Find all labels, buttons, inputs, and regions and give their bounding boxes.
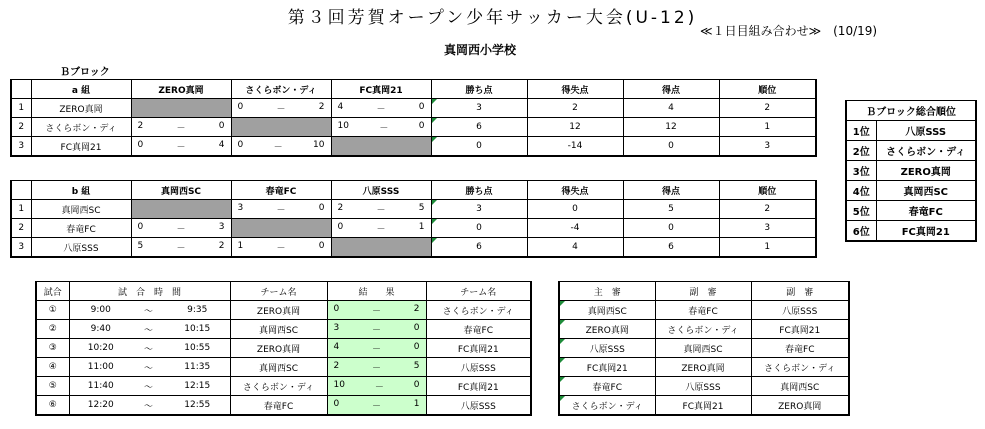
group-header-cell: FC真岡21: [331, 80, 431, 99]
score-value: 2: [333, 360, 340, 371]
schedule-row: [36, 339, 531, 358]
rank-position: 6位: [846, 221, 876, 242]
time-tilde: ～: [132, 301, 165, 320]
score-dash: －: [276, 243, 286, 254]
score-value: 1: [413, 398, 420, 409]
rank-cell: 3: [719, 137, 816, 157]
group-header-cell: [11, 80, 31, 99]
referee-cell: 春竜FC: [559, 377, 655, 396]
team2-name: FC真岡21: [426, 377, 531, 396]
referee-cell: 真岡西SC: [655, 339, 751, 358]
referee-cell: FC真岡21: [751, 320, 849, 339]
referee-cell: さくらボン・ディ: [655, 320, 751, 339]
match-number: ⑤: [36, 377, 69, 396]
match-number: ②: [36, 320, 69, 339]
score-value: 0: [137, 139, 144, 150]
group-row: [11, 137, 816, 157]
rank-cell: 2: [719, 99, 816, 118]
start-time: 10:20: [69, 339, 132, 358]
points-cell: 0: [431, 137, 527, 157]
score-value: 5: [137, 240, 144, 251]
referee-cell: 真岡西SC: [559, 301, 655, 320]
block-label: Ｂブロック: [60, 67, 110, 78]
rank-row: [846, 121, 976, 141]
score-value: 0: [413, 379, 420, 390]
score-dash: －: [379, 123, 389, 134]
rank-row: [846, 161, 976, 181]
result-cell: [131, 219, 231, 238]
group-header-cell: 春竜FC: [231, 181, 331, 200]
score-value: 3: [218, 221, 225, 232]
schedule-header-team2: チーム名: [426, 282, 531, 301]
referee-cell: 真岡西SC: [751, 377, 849, 396]
score-dash: －: [372, 344, 382, 355]
match-number: ①: [36, 301, 69, 320]
group-header-cell: b 組: [31, 181, 131, 200]
result-cell: [131, 118, 231, 137]
goals-for-cell: 0: [623, 219, 719, 238]
score-value: 0: [413, 341, 420, 352]
score-dash: －: [372, 401, 382, 412]
score-dash: －: [176, 243, 186, 254]
rank-team: 八原SSS: [876, 121, 976, 141]
goals-for-cell: 5: [623, 200, 719, 219]
referee-header-cell: 副 審: [751, 282, 849, 301]
referee-cell: さくらボン・ディ: [559, 396, 655, 416]
score-value: 0: [218, 120, 225, 131]
row-number: 3: [11, 238, 31, 258]
team-name: さくらボン・ディ: [31, 118, 131, 137]
row-number: 2: [11, 219, 31, 238]
end-time: 12:55: [165, 396, 230, 416]
rank-row: [846, 221, 976, 242]
team1-name: 真岡西SC: [230, 358, 327, 377]
rank-row: [846, 181, 976, 201]
score-dash: －: [176, 123, 186, 134]
venue-label: 真岡西小学校: [443, 43, 516, 57]
points-cell: 6: [431, 238, 527, 258]
schedule-row: [36, 358, 531, 377]
score-value: 2: [413, 303, 420, 314]
score-dash: －: [376, 224, 386, 235]
time-tilde: ～: [132, 358, 165, 377]
referee-row: [559, 358, 849, 377]
group-header-cell: 順位: [719, 181, 816, 200]
schedule-row: [36, 320, 531, 339]
referee-row: [559, 396, 849, 416]
score-value: 2: [218, 240, 225, 251]
team1-name: 春竜FC: [230, 396, 327, 416]
referee-cell: さくらボン・ディ: [751, 358, 849, 377]
rank-header: Ｂブロック総合順位: [846, 101, 976, 121]
team-name: ZERO真岡: [31, 99, 131, 118]
result-cell: [231, 118, 331, 137]
group-row: [11, 99, 816, 118]
page-title: 第３回芳賀オープン少年サッカー大会(U-12): [287, 8, 698, 28]
referee-cell: 春竜FC: [655, 301, 751, 320]
score-dash: －: [374, 382, 384, 393]
result-cell: [331, 118, 431, 137]
schedule-row: [36, 377, 531, 396]
team1-name: ZERO真岡: [230, 301, 327, 320]
result-cell: [331, 219, 431, 238]
result-cell: [231, 238, 331, 258]
schedule-header-team1: チーム名: [230, 282, 327, 301]
score-value: 1: [418, 221, 425, 232]
rank-row: [846, 141, 976, 161]
team-name: 八原SSS: [31, 238, 131, 258]
goals-for-cell: 0: [623, 137, 719, 157]
score-value: 3: [237, 202, 244, 213]
points-cell: 3: [431, 99, 527, 118]
rank-team: 真岡西SC: [876, 181, 976, 201]
schedule-row: [36, 396, 531, 416]
group-header-cell: 真岡西SC: [131, 181, 231, 200]
referee-row: [559, 301, 849, 320]
schedule-header-result: 結 果: [327, 282, 426, 301]
score-value: 0: [333, 398, 340, 409]
score-dash: －: [376, 205, 386, 216]
result-cell: [131, 99, 231, 118]
match-number: ③: [36, 339, 69, 358]
score-dash: －: [176, 142, 186, 153]
team2-name: 八原SSS: [426, 358, 531, 377]
match-result: [327, 377, 426, 396]
rank-position: 4位: [846, 181, 876, 201]
rank-cell: 1: [719, 238, 816, 258]
goals-for-cell: 6: [623, 238, 719, 258]
result-cell: [231, 99, 331, 118]
score-dash: －: [372, 325, 382, 336]
row-number: 1: [11, 99, 31, 118]
time-tilde: ～: [132, 320, 165, 339]
goal-diff-cell: 12: [527, 118, 623, 137]
referee-row: [559, 377, 849, 396]
rank-team: さくらボン・ディ: [876, 141, 976, 161]
group-header-cell: 得点: [623, 80, 719, 99]
goals-for-cell: 4: [623, 99, 719, 118]
team1-name: さくらボン・ディ: [230, 377, 327, 396]
rank-position: 1位: [846, 121, 876, 141]
end-time: 11:35: [165, 358, 230, 377]
match-result: [327, 301, 426, 320]
rank-position: 5位: [846, 201, 876, 221]
group-header-cell: 勝ち点: [431, 181, 527, 200]
time-tilde: ～: [132, 396, 165, 416]
time-tilde: ～: [132, 339, 165, 358]
score-value: 2: [137, 120, 144, 131]
time-tilde: ～: [132, 377, 165, 396]
end-time: 9:35: [165, 301, 230, 320]
result-cell: [331, 99, 431, 118]
group-header-cell: 得失点: [527, 80, 623, 99]
result-cell: [231, 137, 331, 157]
score-dash: －: [372, 363, 382, 374]
start-time: 11:40: [69, 377, 132, 396]
score-value: 0: [318, 240, 325, 251]
referee-row: [559, 320, 849, 339]
overall-rank-table: [845, 100, 977, 242]
team-name: 春竜FC: [31, 219, 131, 238]
referee-header-cell: 副 審: [655, 282, 751, 301]
match-result: [327, 396, 426, 416]
score-value: 4: [218, 139, 225, 150]
result-cell: [131, 200, 231, 219]
schedule-table: [35, 281, 532, 416]
referee-cell: ZERO真岡: [559, 320, 655, 339]
score-dash: －: [276, 205, 286, 216]
group-a-table: [10, 79, 817, 157]
result-cell: [331, 200, 431, 219]
group-header-cell: 勝ち点: [431, 80, 527, 99]
score-value: 3: [333, 322, 340, 333]
start-time: 12:20: [69, 396, 132, 416]
rank-cell: 2: [719, 200, 816, 219]
score-value: 5: [418, 202, 425, 213]
rank-position: 2位: [846, 141, 876, 161]
result-cell: [231, 200, 331, 219]
match-number: ④: [36, 358, 69, 377]
result-cell: [331, 137, 431, 157]
score-value: 0: [318, 202, 325, 213]
referee-cell: ZERO真岡: [655, 358, 751, 377]
score-dash: －: [273, 142, 283, 153]
group-header-cell: ZERO真岡: [131, 80, 231, 99]
score-value: 4: [337, 101, 344, 112]
result-cell: [331, 238, 431, 258]
goal-diff-cell: 0: [527, 200, 623, 219]
goal-diff-cell: 4: [527, 238, 623, 258]
rank-row: [846, 201, 976, 221]
group-row: [11, 219, 816, 238]
referee-cell: 八原SSS: [751, 301, 849, 320]
row-number: 1: [11, 200, 31, 219]
end-time: 10:15: [165, 320, 230, 339]
team2-name: 八原SSS: [426, 396, 531, 416]
score-value: 10: [333, 379, 345, 390]
score-value: 0: [418, 120, 425, 131]
score-dash: －: [376, 104, 386, 115]
score-value: 0: [418, 101, 425, 112]
result-cell: [131, 137, 231, 157]
goals-for-cell: 12: [623, 118, 719, 137]
points-cell: 6: [431, 118, 527, 137]
score-value: 10: [337, 120, 349, 131]
team2-name: FC真岡21: [426, 339, 531, 358]
score-value: 2: [337, 202, 344, 213]
score-value: 0: [333, 303, 340, 314]
team1-name: ZERO真岡: [230, 339, 327, 358]
rank-cell: 3: [719, 219, 816, 238]
score-value: 4: [333, 341, 340, 352]
group-row: [11, 118, 816, 137]
group-header-cell: [11, 181, 31, 200]
schedule-header-match: 試合: [36, 282, 69, 301]
rank-team: ZERO真岡: [876, 161, 976, 181]
group-row: [11, 200, 816, 219]
start-time: 11:00: [69, 358, 132, 377]
team-name: FC真岡21: [31, 137, 131, 157]
points-cell: 0: [431, 219, 527, 238]
score-value: 0: [137, 221, 144, 232]
rank-team: 春竜FC: [876, 201, 976, 221]
schedule-header-time: 試 合 時 間: [69, 282, 230, 301]
referee-cell: 春竜FC: [751, 339, 849, 358]
group-row: [11, 238, 816, 258]
result-cell: [231, 219, 331, 238]
referee-table: [558, 281, 850, 416]
end-time: 12:15: [165, 377, 230, 396]
group-header-cell: a 組: [31, 80, 131, 99]
score-value: 10: [313, 139, 325, 150]
score-value: 0: [413, 322, 420, 333]
row-number: 2: [11, 118, 31, 137]
score-value: 1: [237, 240, 244, 251]
result-cell: [131, 238, 231, 258]
match-result: [327, 320, 426, 339]
group-header-cell: 得点: [623, 181, 719, 200]
team2-name: さくらボン・ディ: [426, 301, 531, 320]
score-value: 0: [337, 221, 344, 232]
rank-cell: 1: [719, 118, 816, 137]
score-value: 5: [413, 360, 420, 371]
score-value: 2: [318, 101, 325, 112]
team1-name: 真岡西SC: [230, 320, 327, 339]
group-header-cell: 得失点: [527, 181, 623, 200]
rank-position: 3位: [846, 161, 876, 181]
score-dash: －: [176, 224, 186, 235]
goal-diff-cell: -14: [527, 137, 623, 157]
referee-row: [559, 339, 849, 358]
goal-diff-cell: -4: [527, 219, 623, 238]
referee-cell: FC真岡21: [655, 396, 751, 416]
match-result: [327, 339, 426, 358]
start-time: 9:40: [69, 320, 132, 339]
group-header-cell: 八原SSS: [331, 181, 431, 200]
start-time: 9:00: [69, 301, 132, 320]
group-header-cell: さくらボン・ディ: [231, 80, 331, 99]
points-cell: 3: [431, 200, 527, 219]
team2-name: 春竜FC: [426, 320, 531, 339]
score-value: 0: [237, 101, 244, 112]
referee-cell: FC真岡21: [559, 358, 655, 377]
goal-diff-cell: 2: [527, 99, 623, 118]
group-header-cell: 順位: [719, 80, 816, 99]
referee-cell: ZERO真岡: [751, 396, 849, 416]
team-name: 真岡西SC: [31, 200, 131, 219]
end-time: 10:55: [165, 339, 230, 358]
referee-header-cell: 主 審: [559, 282, 655, 301]
group-b-table: [10, 180, 817, 258]
match-result: [327, 358, 426, 377]
match-number: ⑥: [36, 396, 69, 416]
score-dash: －: [276, 104, 286, 115]
row-number: 3: [11, 137, 31, 157]
referee-cell: 八原SSS: [559, 339, 655, 358]
score-value: 0: [237, 139, 244, 150]
score-dash: －: [372, 306, 382, 317]
page-subtitle: ≪１日目組み合わせ≫ (10/19): [700, 24, 878, 38]
rank-team: FC真岡21: [876, 221, 976, 242]
schedule-row: [36, 301, 531, 320]
referee-cell: 八原SSS: [655, 377, 751, 396]
